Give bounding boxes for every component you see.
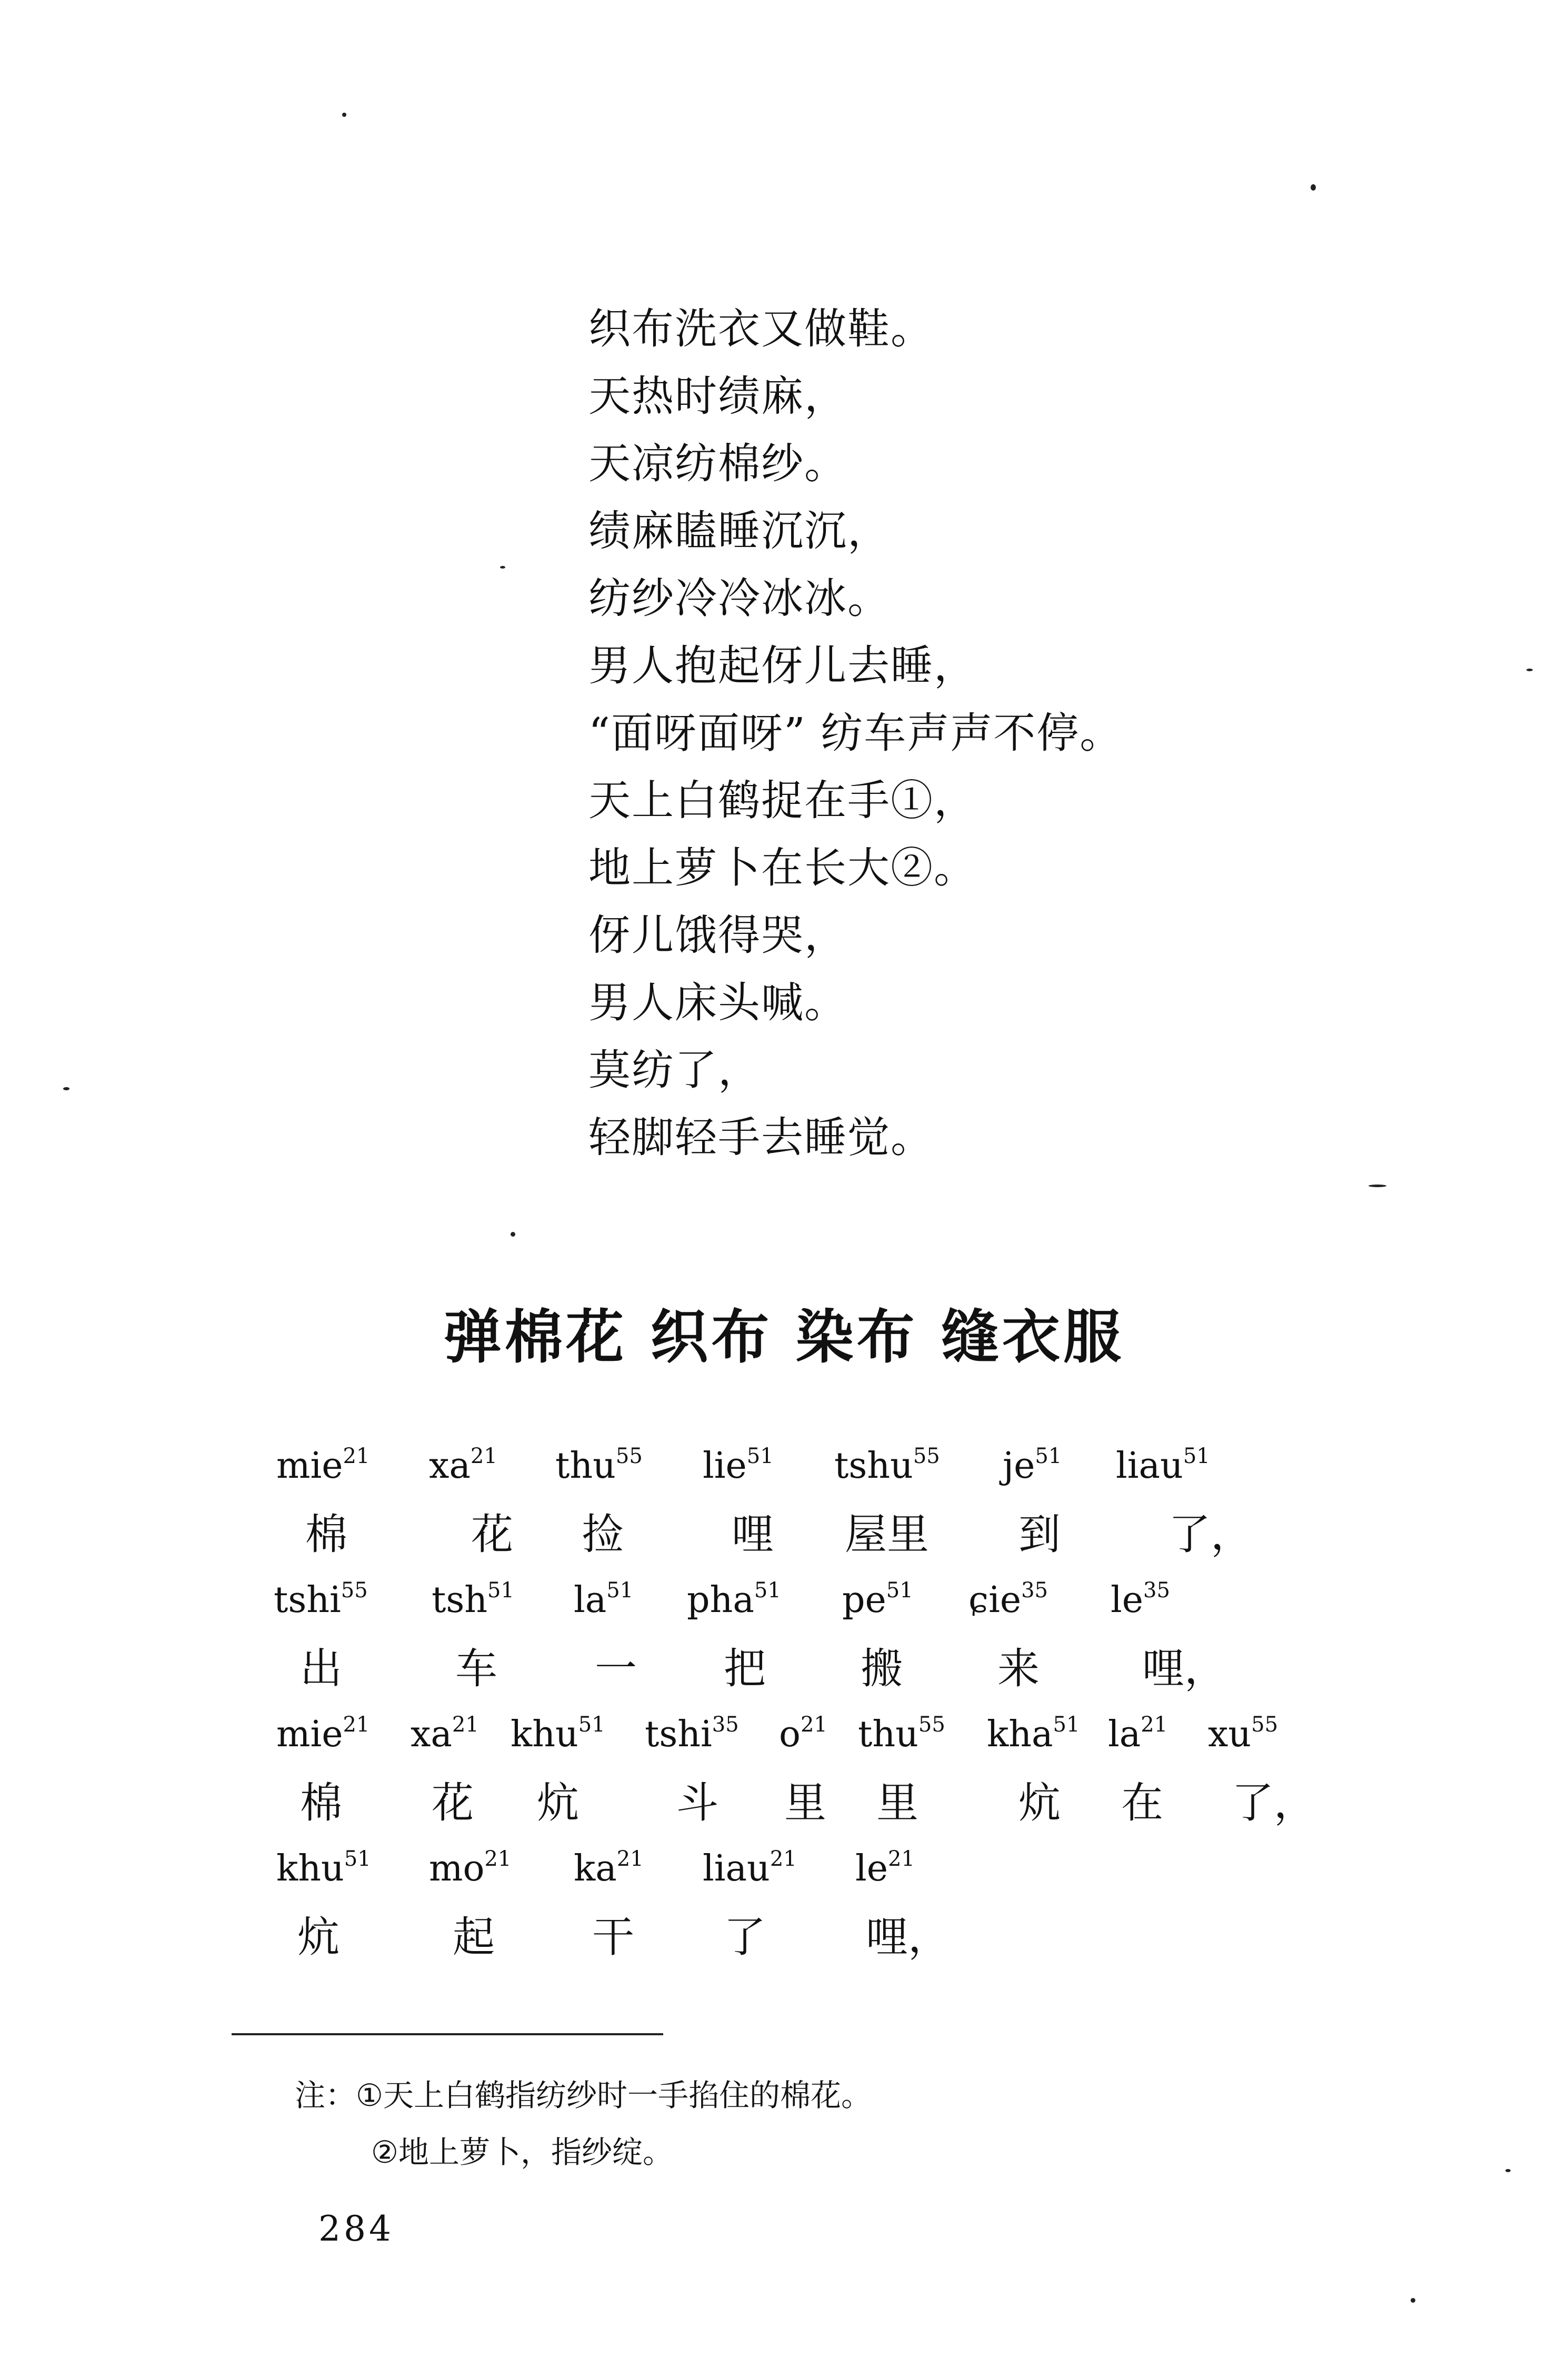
tone-number: 21 — [484, 1847, 512, 1871]
romanized-syllable: tshi$^{35}$ — [645, 1713, 739, 1755]
poem-line: 男人床头喊。 — [588, 978, 847, 1027]
tone-number: 21 — [343, 1713, 370, 1737]
tone-number: 51 — [487, 1578, 514, 1603]
gloss-character: 哩 — [732, 1510, 774, 1559]
poem-line: 轻脚轻手去睡觉。 — [588, 1113, 934, 1162]
gloss-character: 出 — [300, 1644, 342, 1693]
gloss-character: 捡 — [582, 1510, 624, 1559]
gloss-character: 哩， — [866, 1913, 950, 1962]
footnote: 注：①天上白鹤指纺纱时一手掐住的棉花。 — [295, 2077, 872, 2113]
gloss-character: 棉 — [305, 1510, 347, 1559]
poem-line: 伢儿饿得哭， — [588, 911, 847, 960]
tone-number: 51 — [344, 1847, 371, 1871]
tone-number: 55 — [615, 1444, 643, 1468]
gloss-character: 了， — [1168, 1510, 1253, 1559]
scan-speck — [1369, 1185, 1386, 1187]
tone-number: 21 — [1141, 1713, 1168, 1737]
poem-line: 男人抱起伢儿去睡， — [588, 641, 977, 690]
romanized-syllable: kha$^{51}$ — [987, 1713, 1080, 1755]
scan-speck — [500, 566, 505, 569]
romanized-syllable: lie$^{51}$ — [703, 1444, 774, 1487]
tone-number: 51 — [886, 1578, 913, 1603]
romanized-syllable: tsh$^{51}$ — [432, 1578, 514, 1621]
gloss-character: 车 — [455, 1644, 497, 1693]
tone-number: 51 — [1183, 1444, 1210, 1468]
gloss-character: 搬 — [861, 1644, 903, 1693]
gloss-character: 炕 — [297, 1913, 339, 1962]
romanized-syllable: $pe^{51}$ — [842, 1578, 913, 1621]
tone-number: 21 — [343, 1444, 370, 1468]
scan-speck — [1505, 2169, 1511, 2172]
romanized-syllable: khu$^{51}$ — [276, 1847, 371, 1889]
tone-number: 51 — [578, 1713, 605, 1737]
romanized-syllable: $xu^{55}$ — [1208, 1713, 1279, 1755]
poem-line: “面呀面呀” 纺车声声不停。 — [588, 709, 1123, 758]
romanized-syllable: thu$^{55}$ — [555, 1444, 643, 1487]
gloss-character: 里 — [784, 1778, 826, 1827]
scan-speck — [1526, 669, 1533, 671]
tone-number: 51 — [746, 1444, 774, 1468]
scan-speck — [342, 113, 346, 117]
romanized-syllable: $xa^{21}$ — [429, 1444, 497, 1487]
romanized-syllable: ɕie$^{35}$ — [968, 1578, 1048, 1621]
gloss-character: 到 — [1018, 1510, 1061, 1559]
tone-number: 21 — [616, 1847, 644, 1871]
tone-number: 35 — [1143, 1578, 1170, 1603]
tone-number: 51 — [754, 1578, 781, 1603]
tone-number: 21 — [452, 1713, 479, 1737]
poem-line: 纺纱冷冷冰冰。 — [588, 574, 891, 623]
romanized-syllable: $o^{21}$ — [779, 1713, 827, 1755]
romanized-syllable: $le^{21}$ — [855, 1847, 915, 1889]
gloss-character: 炕 — [1018, 1778, 1061, 1827]
gloss-character: 在 — [1121, 1778, 1163, 1827]
page-number: 284 — [318, 2208, 394, 2249]
gloss-character: 来 — [997, 1644, 1040, 1693]
tone-number: 55 — [913, 1444, 940, 1468]
gloss-character: 斗 — [676, 1778, 718, 1827]
tone-number: 21 — [800, 1713, 827, 1737]
romanized-syllable: $le^{35}$ — [1111, 1578, 1170, 1621]
romanized-syllable: mie$^{21}$ — [276, 1444, 370, 1487]
footnote: ②地上萝卜，指纱绽。 — [371, 2134, 673, 2170]
tone-number: 51 — [1053, 1713, 1080, 1737]
romanized-syllable: mie$^{21}$ — [276, 1713, 370, 1755]
gloss-character: 把 — [724, 1644, 766, 1693]
poem-line: 莫纺了， — [588, 1046, 761, 1095]
romanized-syllable: liau$^{51}$ — [1116, 1444, 1210, 1487]
scan-speck — [511, 1232, 515, 1237]
gloss-character: 干 — [592, 1913, 634, 1962]
scan-speck — [63, 1087, 69, 1090]
poem-line: 绩麻瞌睡沉沉， — [588, 506, 891, 555]
gloss-character: 屋里 — [845, 1510, 929, 1559]
romanized-syllable: $je^{51}$ — [1003, 1444, 1062, 1487]
gloss-character: 花 — [471, 1510, 513, 1559]
gloss-character: 了 — [724, 1913, 766, 1962]
tone-number: 21 — [888, 1847, 915, 1871]
romanized-syllable: $la^{21}$ — [1108, 1713, 1168, 1755]
tone-number: 21 — [770, 1847, 797, 1871]
poem-line: 天热时绩麻， — [588, 372, 847, 421]
romanized-syllable: tshi$^{55}$ — [274, 1578, 368, 1621]
romanized-syllable: $mo^{21}$ — [429, 1847, 512, 1889]
romanized-syllable: liau$^{21}$ — [703, 1847, 797, 1889]
tone-number: 55 — [918, 1713, 945, 1737]
romanized-syllable: khu$^{51}$ — [511, 1713, 605, 1755]
gloss-character: 花 — [432, 1778, 474, 1827]
gloss-character: 了， — [1232, 1778, 1316, 1827]
romanized-syllable: $ka^{21}$ — [574, 1847, 644, 1889]
romanized-syllable: $la^{51}$ — [574, 1578, 634, 1621]
tone-number: 55 — [341, 1578, 368, 1603]
romanized-syllable: pha$^{51}$ — [687, 1578, 781, 1621]
scan-speck — [1411, 2298, 1415, 2303]
section-title: 弹棉花 织布 染布 缝衣服 — [444, 1304, 1124, 1371]
footnote-divider — [232, 2033, 663, 2035]
scan-speck — [1311, 184, 1316, 191]
gloss-character: 棉 — [300, 1778, 342, 1827]
tone-number: 35 — [1021, 1578, 1048, 1603]
romanized-syllable: tshu$^{55}$ — [834, 1444, 940, 1487]
tone-number: 51 — [1035, 1444, 1062, 1468]
poem-line: 天上白鹤捉在手①， — [588, 776, 977, 825]
poem-line: 天凉纺棉纱。 — [588, 439, 847, 488]
poem-line: 织布洗衣又做鞋。 — [588, 304, 934, 353]
gloss-character: 哩， — [1142, 1644, 1226, 1693]
gloss-character: 炕 — [537, 1778, 579, 1827]
tone-number: 51 — [606, 1578, 634, 1603]
gloss-character: 里 — [876, 1778, 918, 1827]
poem-line: 地上萝卜在长大②。 — [588, 843, 977, 892]
tone-number: 55 — [1251, 1713, 1279, 1737]
tone-number: 35 — [712, 1713, 739, 1737]
gloss-character: 一 — [595, 1644, 637, 1693]
romanized-syllable: $xa^{21}$ — [411, 1713, 479, 1755]
romanized-syllable: thu$^{55}$ — [858, 1713, 945, 1755]
tone-number: 21 — [470, 1444, 497, 1468]
gloss-character: 起 — [453, 1913, 495, 1962]
